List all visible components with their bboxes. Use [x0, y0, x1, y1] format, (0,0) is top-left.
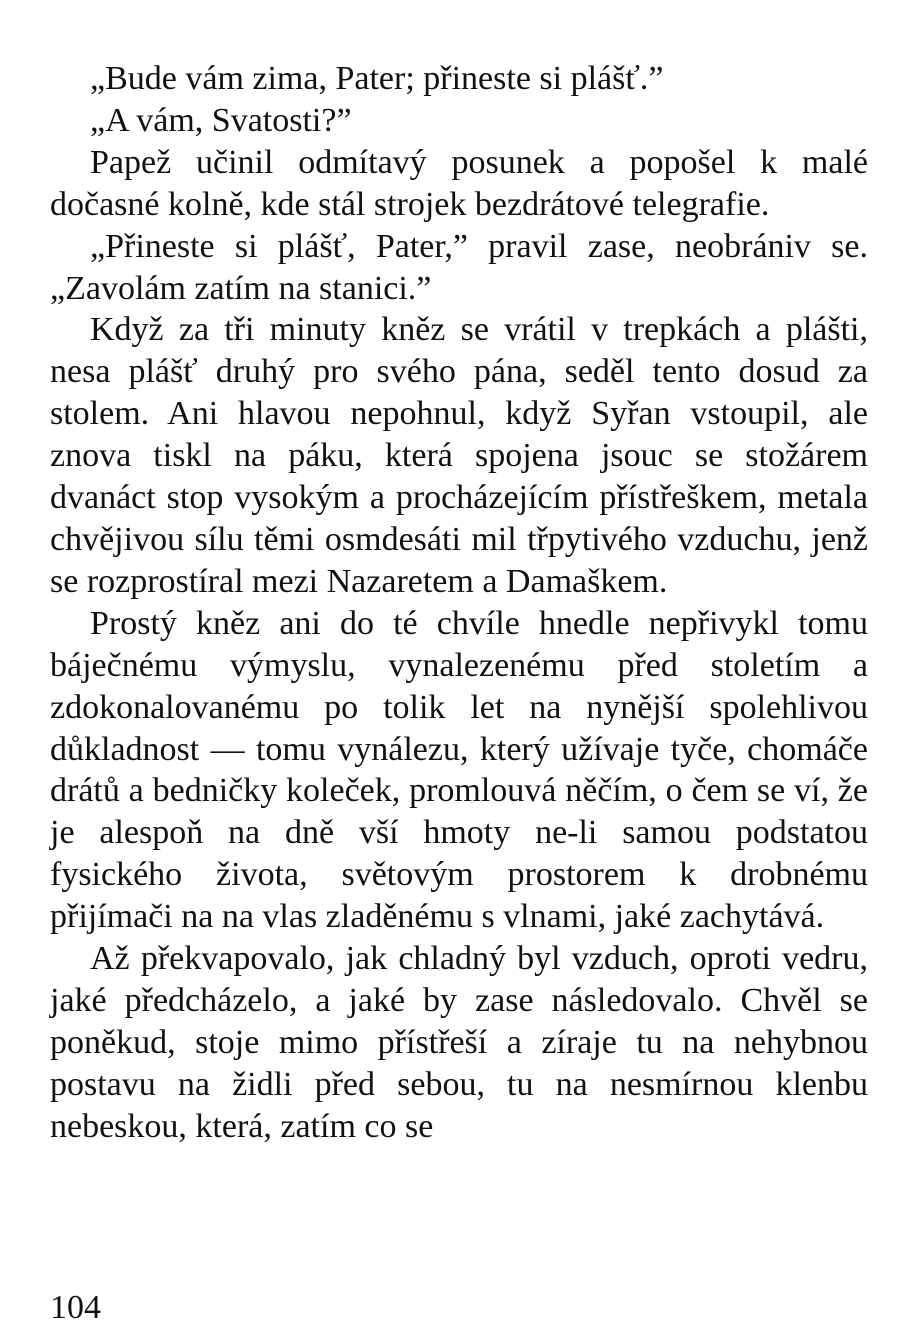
page-text-body	[50, 58, 868, 1148]
paragraph-1: „Bude vám zima, Pater; přineste si plášť.”	[90, 60, 664, 97]
page-number: 104	[50, 1289, 101, 1326]
paragraph-5: Když za tři minuty kněz se vrátil v trepkách a plášti, nesa plášť druhý pro svého pána, seděl tento dosud za stolem. Ani hlavou nepohnul, když Syřan vstoupil, ale znova tiskl na páku, která spojena jsouc se stožárem dvanáct stop vysokým a procházejícím přístřeškem, metala chvějivou sílu těmi osmdesáti mil třpytivého vzduchu, jenž se rozprostíral mezi Nazaretem a Damaškem.	[50, 311, 868, 600]
paragraph-7: Až překvapovalo, jak chladný byl vzduch, oproti vedru, jaké předcházelo, a jaké by zase následovalo. Chvěl se poněkud, stoje mimo přístřeší a zíraje tu na nehybnou postavu na židli před sebou, tu na nesmírnou klenbu nebeskou, která, zatím co se	[50, 940, 868, 1145]
paragraph-2: „A vám, Svatosti?”	[90, 101, 352, 139]
paragraph-6: Prostý kněz ani do té chvíle hnedle nepřivykl tomu báječnému výmyslu, vynalezenému před stoletím a zdokonalovanému po tolik let na nynější spolehlivou důkladnost — tomu vynálezu, který užívaje tyče, chomáče drátů a bedničky koleček, promlouvá něčím, o čem se ví, že je alespoň na dně vší hmoty ne-li samou podstatou fysického života, světovým prostorem k drobnému přijímači na na vlas zladěnému s vlnami, jaké zachytává.	[50, 604, 868, 936]
paragraph-4: „Přineste si plášť, Pater,” pravil zase, neobrániv se. „Zavolám zatím na stanici.”	[50, 227, 868, 307]
paragraph-3: Papež učinil odmítavý posunek a popošel k malé dočasné kolně, kde stál strojek bezdrátové telegrafie.	[50, 143, 868, 223]
